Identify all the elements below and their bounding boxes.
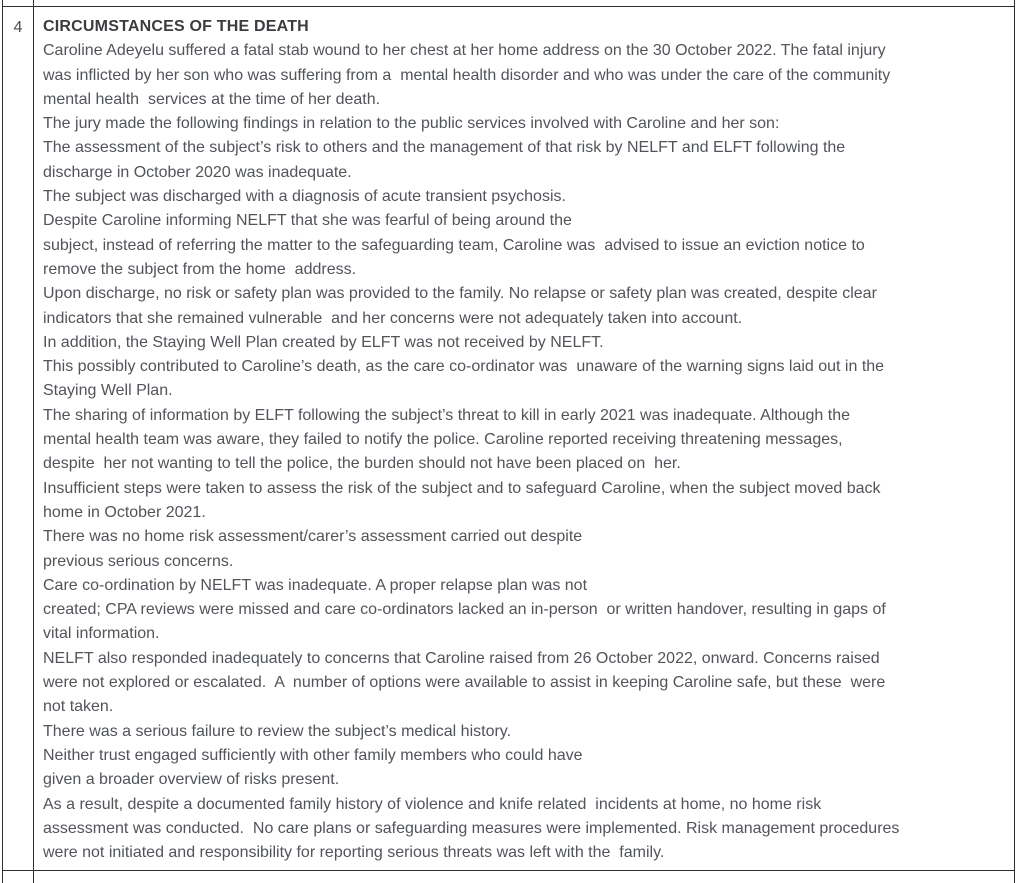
- body-text-line: The assessment of the subject’s risk to others and the management of that risk by NELFT and ELFT following the: [43, 139, 846, 157]
- section-number-cell: [3, 7, 34, 870]
- body-text-line: were not initiated and responsibility for reporting serious threats was left with the family.: [43, 844, 665, 862]
- body-text-line: The sharing of information by ELFT following the subject’s threat to kill in early 2021 was inadequate. Although the: [43, 406, 850, 424]
- body-text-line: The jury made the following findings in relation to the public services involved with Caroline and her son:: [43, 115, 780, 133]
- body-text-line: remove the subject from the home address.: [43, 260, 357, 278]
- body-text-line: given a broader overview of risks present.: [43, 771, 340, 789]
- body-text-line: discharge in October 2020 was inadequate.: [43, 163, 352, 181]
- circumstances-cell: [34, 7, 1014, 870]
- circumstances-row: [3, 7, 1014, 871]
- circumstances-body-text: [43, 39, 1012, 865]
- body-text-line: Despite Caroline informing NELFT that she was fearful of being around the: [43, 212, 572, 230]
- body-text-line: Caroline Adeyelu suffered a fatal stab wound to her chest at her home address on the 30 October 2022. The fatal injury: [43, 42, 886, 60]
- body-text-line: Neither trust engaged sufficiently with other family members who could have: [43, 746, 583, 764]
- section-heading: CIRCUMSTANCES OF THE DEATH: [43, 18, 309, 35]
- body-text-line: was inflicted by her son who was suffering from a mental health disorder and who was under the care of the community: [43, 66, 891, 84]
- body-text-line: Insufficient steps were taken to assess the risk of the subject and to safeguard Caroline, when the subject moved back: [43, 479, 881, 497]
- section-number: 4: [13, 19, 23, 36]
- body-text-line: despite her not wanting to tell the police, the burden should not have been placed on her.: [43, 455, 681, 473]
- body-text-line: There was a serious failure to review the subject’s medical history.: [43, 722, 512, 740]
- body-text-line: not taken.: [43, 698, 114, 716]
- body-text-line: created; CPA reviews were missed and care co-ordinators lacked an in-person or written handover, resulting in gaps of: [43, 601, 886, 619]
- previous-row-sliver: [3, 0, 1014, 7]
- body-text-line: This possibly contributed to Caroline’s death, as the care co-ordinator was unaware of the warning signs laid out in the: [43, 358, 885, 376]
- body-text-line: Upon discharge, no risk or safety plan was provided to the family. No relapse or safety plan was created, despite clear: [43, 285, 877, 303]
- body-text-line: mental health services at the time of her death.: [43, 90, 381, 108]
- body-text-line: Care co-ordination by NELFT was inadequate. A proper relapse plan was not: [43, 576, 588, 594]
- report-table: [2, 0, 1015, 883]
- previous-row-body-cell: [34, 0, 1014, 6]
- body-text-line: Staying Well Plan.: [43, 382, 173, 400]
- body-text-line: home in October 2021.: [43, 503, 206, 521]
- body-text-line: As a result, despite a documented family history of violence and knife related incidents at home, no home risk: [43, 795, 822, 813]
- body-text-line: The subject was discharged with a diagnosis of acute transient psychosis.: [43, 188, 566, 206]
- body-text-line: indicators that she remained vulnerable and her concerns were not adequately taken into account.: [43, 309, 743, 327]
- body-text-line: were not explored or escalated. A number of options were available to assist in keeping Caroline safe, but these were: [43, 674, 886, 692]
- body-text-line: NELFT also responded inadequately to concerns that Caroline raised from 26 October 2022, onward. Concerns raised: [43, 649, 880, 667]
- previous-row-number-cell: [3, 0, 34, 6]
- body-text-line: subject, instead of referring the matter to the safeguarding team, Caroline was advised to issue an eviction notice to: [43, 236, 865, 254]
- next-row-number-cell: [3, 871, 34, 883]
- body-text-line: mental health team was aware, they failed to notify the police. Caroline reported receiving threatening messages,: [43, 431, 843, 449]
- next-row-body-cell: [34, 871, 1014, 883]
- body-text-line: previous serious concerns.: [43, 552, 234, 570]
- body-text-line: In addition, the Staying Well Plan created by ELFT was not received by NELFT.: [43, 333, 604, 351]
- body-text-line: There was no home risk assessment/carer’s assessment carried out despite: [43, 528, 583, 546]
- body-text-line: assessment was conducted. No care plans or safeguarding measures were implemented. Risk management procedures: [43, 819, 900, 837]
- next-row-sliver: [3, 871, 1014, 883]
- body-text-line: vital information.: [43, 625, 160, 643]
